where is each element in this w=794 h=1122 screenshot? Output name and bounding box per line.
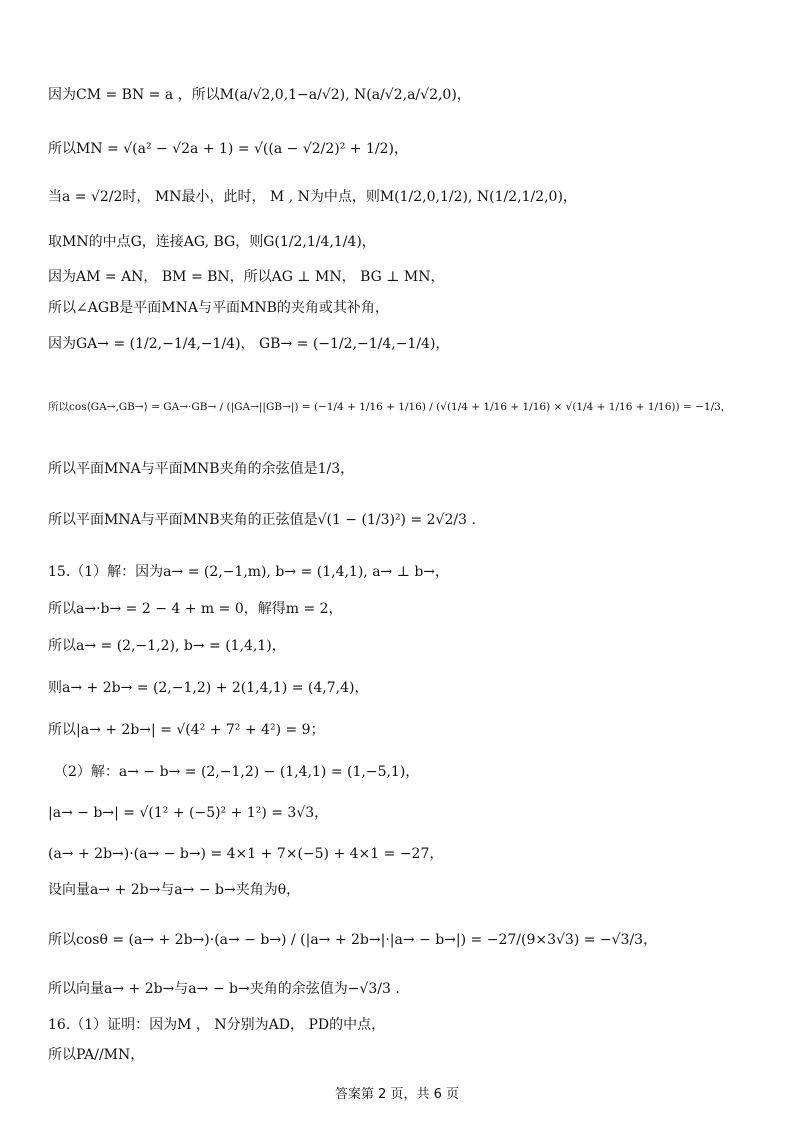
page-footer: 答案第 2 页，共 6 页: [334, 1087, 460, 1102]
text-line: 所以|a→ + 2b→| = √(4² + 7² + 4²) = 9；: [48, 722, 325, 738]
text-line: 因为GA→ = (1/2,−1/4,−1/4)， GB→ = (−1/2,−1/4,−1/4)，: [48, 336, 450, 352]
text-line: 所以cos⟨GA→,GB→⟩ = GA→·GB→ / (|GA→||GB→|) = (−1/4 + 1/16 + 1/16) / (√(1/4 + 1/16 + 1/16) × √(1/4 + 1/16 + 1/16)) = −1/3，: [48, 401, 732, 413]
problem-15-header: 15.（1）解：因为a→ = (2,−1,m), b→ = (1,4,1), a→ ⊥ b→，: [48, 564, 450, 580]
text-line: 所以平面MNA与平面MNB夹角的正弦值是√(1 − (1/3)²) = 2√2/3 .: [48, 512, 476, 528]
text-line: 所以MN = √(a² − √2a + 1) = √((a − √2/2)² + 1/2)，: [48, 141, 408, 157]
text-line: 所以∠AGB是平面MNA与平面MNB的夹角或其补角，: [48, 300, 389, 316]
text-line: 所以a→ = (2,−1,2), b→ = (1,4,1)，: [48, 638, 286, 654]
text-line: 设向量a→ + 2b→与a→ − b→夹角为θ，: [48, 882, 301, 898]
text-line: 则a→ + 2b→ = (2,−1,2) + 2(1,4,1) = (4,7,4)，: [48, 680, 369, 696]
text-line: 所以cosθ = (a→ + 2b→)·(a→ − b→) / (|a→ + 2b→|·|a→ − b→|) = −27/(9×3√3) = −√3/3，: [48, 932, 658, 948]
problem-16-header: 16.（1）证明：因为M ， N分别为AD， PD的中点，: [48, 1017, 386, 1033]
text-line: （2）解：a→ − b→ = (2,−1,2) − (1,4,1) = (1,−5,1)，: [54, 764, 420, 780]
text-line: 所以平面MNA与平面MNB夹角的余弦值是1/3，: [48, 461, 355, 477]
text-line: 取MN的中点G，连接AG, BG，则G(1/2,1/4,1/4)，: [48, 234, 376, 250]
text-line: 所以向量a→ + 2b→与a→ − b→夹角的余弦值为−√3/3 .: [48, 981, 400, 997]
text-line: (a→ + 2b→)·(a→ − b→) = 4×1 + 7×(−5) + 4×1 = −27，: [48, 846, 444, 862]
text-line: 当a = √2/2时， MN最小，此时， M , N为中点，则M(1/2,0,1/2), N(1/2,1/2,0)，: [48, 189, 577, 205]
text-line: 所以PA//MN，: [48, 1047, 145, 1063]
text-line: 因为CM = BN = a ，所以M(a/√2,0,1−a/√2), N(a/√2,a/√2,0)，: [48, 87, 471, 103]
text-line: 因为AM = AN， BM = BN，所以AG ⊥ MN， BG ⊥ MN，: [48, 269, 445, 285]
text-line: |a→ − b→| = √(1² + (−5)² + 1²) = 3√3，: [48, 805, 329, 821]
text-line: 所以a→·b→ = 2 − 4 + m = 0，解得m = 2，: [48, 601, 343, 617]
